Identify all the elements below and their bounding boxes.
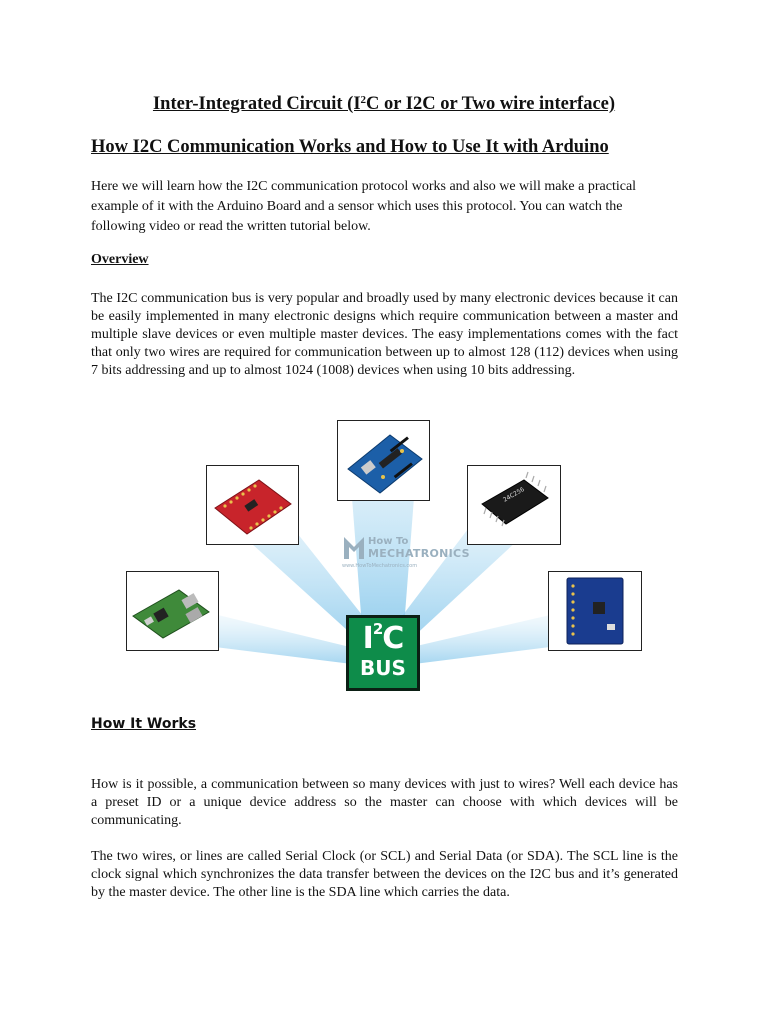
arduino-board-icon <box>338 421 428 499</box>
document-title: Inter-Integrated Circuit ($I^2C$ or I2C or Two wire interface) <box>152 94 616 114</box>
raspberry-pi-icon <box>127 572 217 649</box>
bus-c: C <box>382 621 404 656</box>
logo-line1: How To <box>368 536 409 547</box>
overview-heading: Overview <box>91 252 149 267</box>
overview-paragraph: The I2C communication bus is very popular and broadly used by many electronic devices because it can be easily implemented in many electronic designs which require communication between a master and multiple slave devices or even multiple master devices. The easy implementations comes with the fact that only two wires are required for communication between up to almost 128 (112) devices when using 7 bits addressing and up to almost 1024 (1008) devices when using 10 bits addressing. <box>91 291 678 378</box>
how-it-works-paragraph-1: How is it possible, a communication between so many devices with just to wires? Well each device has a preset ID or a unique device address so the master can choose with which devices will be communicating. <box>91 777 678 828</box>
logo-url: www.HowToMechatronics.com <box>342 563 418 569</box>
i2c-bus-badge <box>346 615 420 691</box>
mechatronics-logo-icon <box>342 533 366 561</box>
bus-sup: 2 <box>372 620 383 638</box>
breakout-board-icon <box>207 466 297 543</box>
raspberry-pi-image <box>126 571 219 651</box>
breakout-board-image <box>206 465 299 545</box>
how-it-works-paragraph-2: The two wires, or lines are called Serial Clock (or SCL) and Serial Data (or SDA). The SCL line is the clock signal which synchronizes the data transfer between the devices on the I2C bus and it’s generated by the master device. The other line is the SDA line which carries the data. <box>91 849 678 900</box>
intro-paragraph: Here we will learn how the I2C communication protocol works and also we will make a practical example of it with the Arduino Board and a sensor which uses this protocol. You can watch the following video or read the written tutorial below. <box>91 179 637 234</box>
eeprom-chip-icon <box>468 466 559 543</box>
sensor-module-image <box>548 571 642 651</box>
how-it-works-heading: How It Works <box>91 716 197 732</box>
i2c-bus-diagram <box>120 415 645 695</box>
eeprom-chip-image <box>467 465 561 545</box>
article-title: How I2C Communication Works and How to Use It with Arduino <box>91 137 609 157</box>
logo-line2: MECHATRONICS <box>368 546 470 560</box>
logo-text <box>368 537 470 559</box>
arduino-board-image <box>337 420 430 501</box>
bus-i: I <box>362 621 373 656</box>
svg-text:24C256: 24C256 <box>502 486 526 504</box>
bus-label: BUS <box>360 656 406 680</box>
sensor-module-icon <box>549 572 640 649</box>
